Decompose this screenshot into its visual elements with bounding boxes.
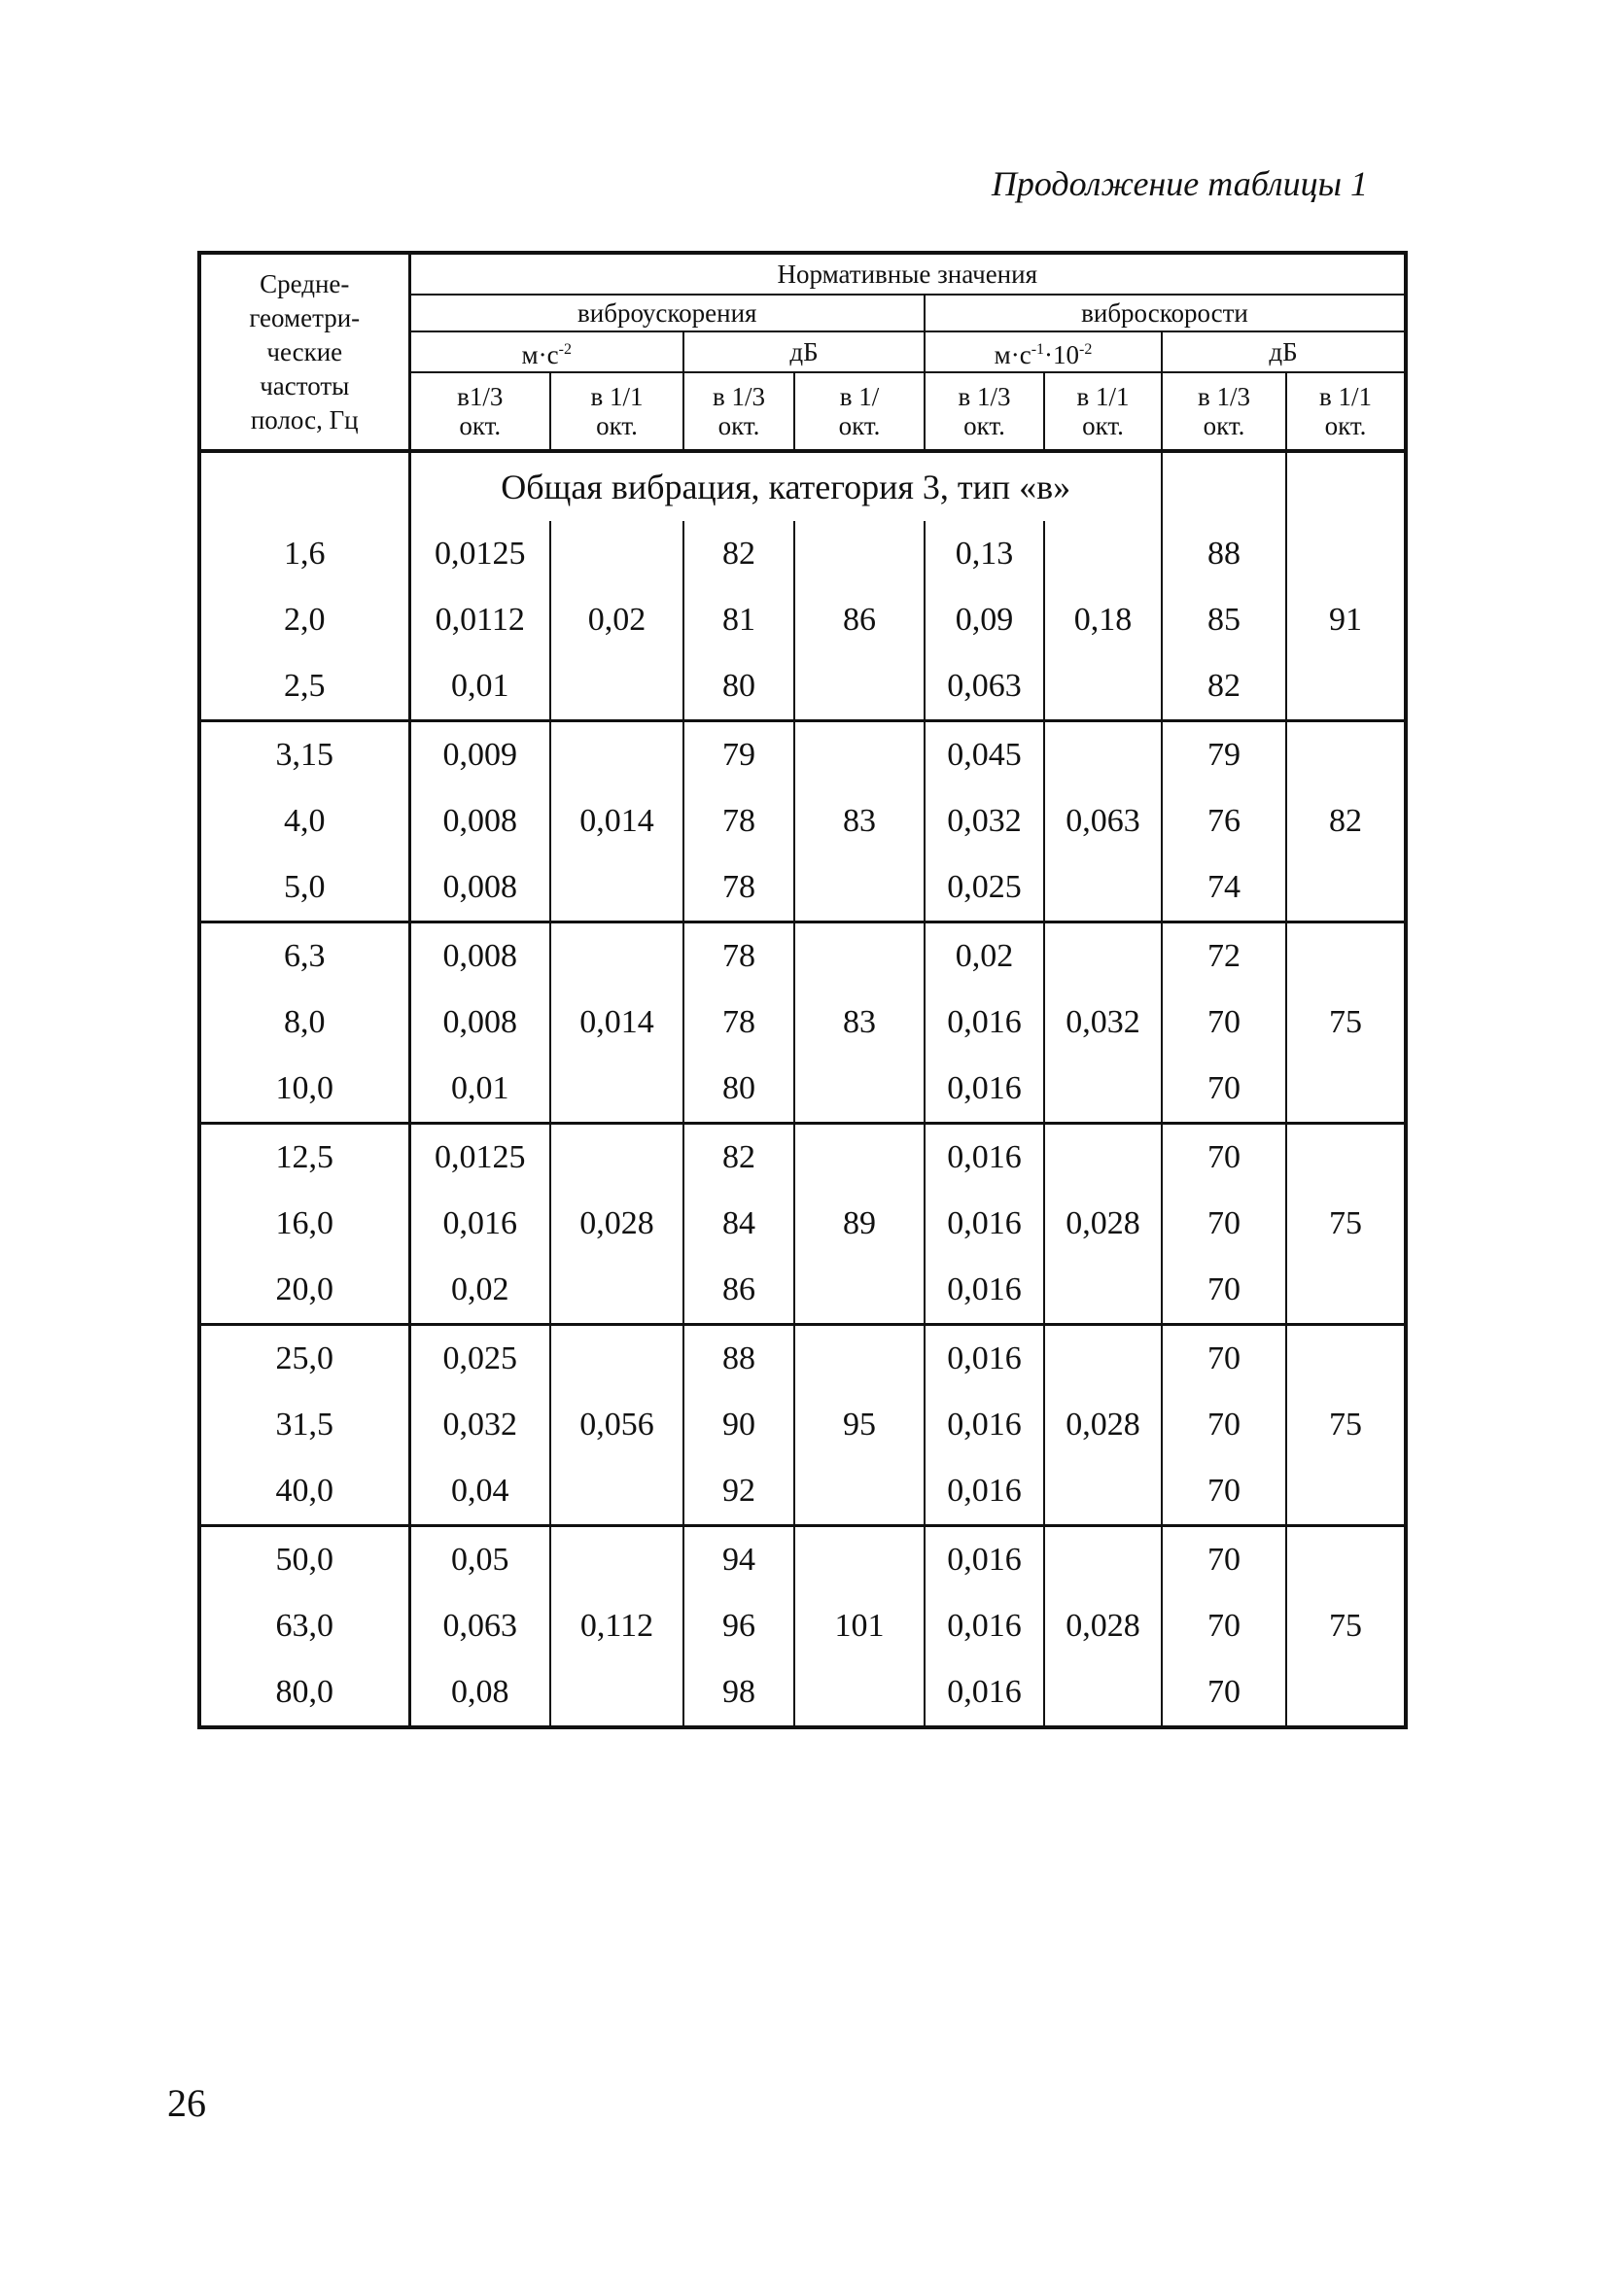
velocity-db-third-octave-cell: 70	[1162, 1325, 1286, 1393]
velocity-db-third-octave-cell: 70	[1162, 1593, 1286, 1659]
frequency-cell: 8,0	[199, 990, 409, 1056]
accel-octave-cell: 0,02	[550, 521, 683, 721]
header-frequency: Средне- геометри- ческие частоты полос, Гц	[199, 253, 409, 451]
accel-third-octave-cell: 0,025	[409, 1325, 550, 1393]
velocity-db-third-octave-cell: 88	[1162, 521, 1286, 587]
velocity-third-octave-cell: 0,016	[925, 1191, 1044, 1257]
accel-third-octave-cell: 0,063	[409, 1593, 550, 1659]
table-row	[199, 721, 1406, 789]
table-row	[199, 1124, 1406, 1192]
frequency-cell: 16,0	[199, 1191, 409, 1257]
velocity-db-third-octave-cell: 70	[1162, 1056, 1286, 1124]
velocity-db-third-octave-cell: 70	[1162, 990, 1286, 1056]
accel-octave-cell: 0,014	[550, 922, 683, 1124]
table-body	[199, 451, 1406, 1727]
header-unit-velocity: $м\cdot с^{-1}\cdot 10^{-2}$	[925, 331, 1162, 372]
accel-third-octave-cell: 0,0112	[409, 587, 550, 653]
velocity-db-third-octave-cell: 85	[1162, 587, 1286, 653]
velocity-third-octave-cell: 0,016	[925, 1257, 1044, 1325]
accel-third-octave-cell: 0,08	[409, 1659, 550, 1727]
velocity-third-octave-cell: 0,02	[925, 922, 1044, 991]
table-row	[199, 1526, 1406, 1594]
velocity-octave-cell: 0,063	[1044, 721, 1162, 922]
accel-octave-cell: 0,028	[550, 1124, 683, 1325]
frequency-cell: 10,0	[199, 1056, 409, 1124]
accel-db-third-octave-cell: 88	[683, 1325, 794, 1393]
subheader-cell: в 1/3 окт.	[925, 372, 1044, 451]
accel-db-third-octave-cell: 92	[683, 1458, 794, 1526]
frequency-cell: 6,3	[199, 922, 409, 991]
frequency-cell: 50,0	[199, 1526, 409, 1594]
velocity-octave-cell: 0,028	[1044, 1325, 1162, 1526]
frequency-cell: 12,5	[199, 1124, 409, 1192]
header-acceleration-group: виброускорения	[409, 295, 925, 331]
table-row	[199, 521, 1406, 587]
subheader-cell: в 1/1 окт.	[1286, 372, 1406, 451]
velocity-third-octave-cell: 0,016	[925, 1458, 1044, 1526]
accel-db-third-octave-cell: 96	[683, 1593, 794, 1659]
subheader-cell: в 1/3 окт.	[1162, 372, 1286, 451]
velocity-third-octave-cell: 0,045	[925, 721, 1044, 789]
velocity-db-third-octave-cell: 70	[1162, 1392, 1286, 1458]
subheader-cell: в1/3 окт.	[409, 372, 550, 451]
vibration-norms-table	[197, 251, 1408, 1729]
velocity-octave-cell: 0,028	[1044, 1124, 1162, 1325]
velocity-db-third-octave-cell: 70	[1162, 1191, 1286, 1257]
table-continuation-label: Продолжение таблицы 1	[991, 164, 1368, 203]
page-number: 26	[167, 2081, 206, 2125]
header-unit-db-velocity: дБ	[1162, 331, 1406, 372]
velocity-db-third-octave-cell: 70	[1162, 1458, 1286, 1526]
velocity-third-octave-cell: 0,063	[925, 653, 1044, 721]
table-header	[199, 253, 1406, 451]
accel-db-octave-cell: 83	[794, 721, 925, 922]
accel-octave-cell: 0,056	[550, 1325, 683, 1526]
accel-db-third-octave-cell: 80	[683, 653, 794, 721]
velocity-db-octave-cell: 75	[1286, 1325, 1406, 1526]
accel-db-third-octave-cell: 81	[683, 587, 794, 653]
accel-third-octave-cell: 0,008	[409, 854, 550, 922]
subheader-cell: в 1/ окт.	[794, 372, 925, 451]
accel-db-third-octave-cell: 84	[683, 1191, 794, 1257]
accel-db-octave-cell: 86	[794, 521, 925, 721]
velocity-third-octave-cell: 0,016	[925, 1659, 1044, 1727]
frequency-cell: 4,0	[199, 788, 409, 854]
velocity-db-third-octave-cell: 74	[1162, 854, 1286, 922]
accel-third-octave-cell: 0,01	[409, 1056, 550, 1124]
frequency-cell: 3,15	[199, 721, 409, 789]
accel-db-third-octave-cell: 78	[683, 854, 794, 922]
velocity-db-third-octave-cell: 72	[1162, 922, 1286, 991]
velocity-db-octave-cell: 75	[1286, 1526, 1406, 1728]
accel-octave-cell: 0,112	[550, 1526, 683, 1728]
velocity-db-octave-cell: 75	[1286, 1124, 1406, 1325]
section-title-blank	[199, 451, 409, 521]
table-row	[199, 1325, 1406, 1393]
accel-db-octave-cell: 83	[794, 922, 925, 1124]
velocity-db-third-octave-cell: 70	[1162, 1659, 1286, 1727]
velocity-third-octave-cell: 0,016	[925, 1325, 1044, 1393]
velocity-third-octave-cell: 0,016	[925, 1392, 1044, 1458]
accel-third-octave-cell: 0,0125	[409, 1124, 550, 1192]
velocity-db-octave-cell: 91	[1286, 521, 1406, 721]
section-title: Общая вибрация, категория 3, тип «в»	[501, 468, 1071, 506]
frequency-cell: 20,0	[199, 1257, 409, 1325]
velocity-octave-cell: 0,028	[1044, 1526, 1162, 1728]
header-unit-accel: $м\cdot с^{-2}$	[409, 331, 683, 372]
accel-third-octave-cell: 0,016	[409, 1191, 550, 1257]
header-unit-db-accel: дБ	[683, 331, 925, 372]
velocity-third-octave-cell: 0,016	[925, 1526, 1044, 1594]
accel-db-third-octave-cell: 82	[683, 1124, 794, 1192]
accel-db-third-octave-cell: 78	[683, 788, 794, 854]
vibration-norms-table-container	[197, 251, 1404, 1729]
accel-third-octave-cell: 0,008	[409, 922, 550, 991]
frequency-cell: 63,0	[199, 1593, 409, 1659]
frequency-cell: 40,0	[199, 1458, 409, 1526]
velocity-octave-cell: 0,032	[1044, 922, 1162, 1124]
accel-db-third-octave-cell: 79	[683, 721, 794, 789]
accel-db-octave-cell: 101	[794, 1526, 925, 1728]
velocity-db-third-octave-cell: 70	[1162, 1257, 1286, 1325]
table-row	[199, 922, 1406, 991]
accel-third-octave-cell: 0,008	[409, 788, 550, 854]
header-velocity-group: виброскорости	[925, 295, 1406, 331]
velocity-third-octave-cell: 0,016	[925, 990, 1044, 1056]
frequency-cell: 1,6	[199, 521, 409, 587]
accel-octave-cell: 0,014	[550, 721, 683, 922]
accel-third-octave-cell: 0,04	[409, 1458, 550, 1526]
accel-db-octave-cell: 95	[794, 1325, 925, 1526]
velocity-third-octave-cell: 0,016	[925, 1593, 1044, 1659]
frequency-cell: 2,5	[199, 653, 409, 721]
accel-third-octave-cell: 0,008	[409, 990, 550, 1056]
accel-db-third-octave-cell: 86	[683, 1257, 794, 1325]
accel-db-third-octave-cell: 78	[683, 990, 794, 1056]
frequency-cell: 31,5	[199, 1392, 409, 1458]
velocity-third-octave-cell: 0,13	[925, 521, 1044, 587]
accel-db-third-octave-cell: 80	[683, 1056, 794, 1124]
velocity-db-third-octave-cell: 82	[1162, 653, 1286, 721]
accel-db-third-octave-cell: 98	[683, 1659, 794, 1727]
velocity-db-octave-cell: 82	[1286, 721, 1406, 922]
accel-third-octave-cell: 0,01	[409, 653, 550, 721]
subheader-cell: в 1/3 окт.	[683, 372, 794, 451]
frequency-cell: 2,0	[199, 587, 409, 653]
accel-third-octave-cell: 0,0125	[409, 521, 550, 587]
velocity-octave-cell: 0,18	[1044, 521, 1162, 721]
velocity-db-third-octave-cell: 70	[1162, 1526, 1286, 1594]
frequency-cell: 80,0	[199, 1659, 409, 1727]
subheader-cell: в 1/1 окт.	[550, 372, 683, 451]
header-normative-values: Нормативные значения	[409, 253, 1406, 295]
accel-db-third-octave-cell: 94	[683, 1526, 794, 1594]
velocity-third-octave-cell: 0,09	[925, 587, 1044, 653]
accel-third-octave-cell: 0,009	[409, 721, 550, 789]
accel-third-octave-cell: 0,032	[409, 1392, 550, 1458]
accel-third-octave-cell: 0,05	[409, 1526, 550, 1594]
accel-db-octave-cell: 89	[794, 1124, 925, 1325]
subheader-cell: в 1/1 окт.	[1044, 372, 1162, 451]
velocity-db-third-octave-cell: 76	[1162, 788, 1286, 854]
velocity-third-octave-cell: 0,016	[925, 1124, 1044, 1192]
velocity-db-octave-cell: 75	[1286, 922, 1406, 1124]
section-title-filler	[1286, 451, 1406, 521]
section-title-filler	[1162, 451, 1286, 521]
accel-third-octave-cell: 0,02	[409, 1257, 550, 1325]
accel-db-third-octave-cell: 82	[683, 521, 794, 587]
frequency-cell: 5,0	[199, 854, 409, 922]
velocity-third-octave-cell: 0,016	[925, 1056, 1044, 1124]
velocity-third-octave-cell: 0,032	[925, 788, 1044, 854]
velocity-third-octave-cell: 0,025	[925, 854, 1044, 922]
velocity-db-third-octave-cell: 70	[1162, 1124, 1286, 1192]
accel-db-third-octave-cell: 78	[683, 922, 794, 991]
accel-db-third-octave-cell: 90	[683, 1392, 794, 1458]
frequency-cell: 25,0	[199, 1325, 409, 1393]
velocity-db-third-octave-cell: 79	[1162, 721, 1286, 789]
